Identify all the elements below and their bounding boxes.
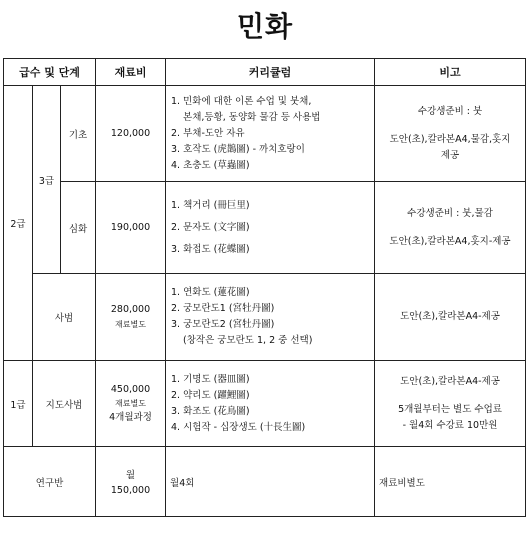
fee-instructor-amount: 450,000: [110, 384, 151, 395]
curriculum-item: 1. 책거리 (冊巨里): [171, 199, 250, 211]
curriculum-item: 2. 부채-도안 자유: [171, 127, 245, 139]
research-label: 연구반: [4, 447, 96, 517]
curriculum-item: 2. 문자도 (文字圖): [171, 221, 250, 233]
curriculum-basic: [166, 86, 375, 182]
curriculum-advanced: [166, 182, 375, 274]
curriculum-item: (창작은 궁모란도 1, 2 중 선택): [183, 335, 313, 346]
header-fee: 재료비: [96, 59, 166, 86]
remark-line: 도안(초),칼라본A4,물감,홋지: [389, 133, 511, 145]
remark-line: 도안(초),칼라본A4-제공: [400, 311, 500, 322]
header-remarks: 비고: [375, 59, 526, 86]
fee-research-amount: 150,000: [110, 485, 151, 496]
curriculum-item: 3. 호작도 (虎鵲圖) - 까치호랑이: [171, 143, 305, 155]
stage-master: 사범: [33, 274, 96, 361]
curriculum-research: 월4회: [166, 447, 375, 517]
remarks-research: 재료비별도: [375, 447, 526, 517]
curriculum-item: 본채,등황, 동양화 물감 등 사용법: [183, 111, 321, 123]
row-basic: [4, 86, 526, 182]
stage-advanced: 심화: [61, 182, 96, 274]
remark-line: 수강생준비 : 붓,물감: [407, 207, 493, 219]
remarks-advanced: [375, 182, 526, 274]
grade-1-label: 1급: [4, 361, 33, 447]
curriculum-item: 3. 궁모란도2 (宮牡丹圖): [171, 319, 275, 330]
header-row: [4, 59, 526, 86]
curriculum-instructor: [166, 361, 375, 447]
curriculum-item: 3. 화접도 (花蝶圖): [171, 243, 250, 255]
curriculum-item: 1. 연화도 (蓮花圖): [171, 287, 250, 298]
fee-advanced: 190,000: [96, 182, 166, 274]
fee-instructor: [96, 361, 166, 447]
fee-instructor-note: 재료별도: [115, 399, 146, 408]
fee-basic: 120,000: [96, 86, 166, 182]
stage-instructor: 지도사범: [33, 361, 96, 447]
page-title: 민화: [236, 10, 294, 43]
fee-research-unit: 월: [125, 470, 136, 481]
fee-master: [96, 274, 166, 361]
grade-3-label: 3급: [33, 86, 61, 274]
remarks-master: [375, 274, 526, 361]
fee-research: [96, 447, 166, 517]
row-master: [4, 274, 526, 361]
remark-line: 제공: [440, 149, 460, 161]
row-advanced: [4, 182, 526, 274]
curriculum-item: 3. 화조도 (花鳥圖): [171, 405, 250, 417]
curriculum-item: 2. 약리도 (躍鯉圖): [171, 389, 250, 401]
remark-line: 수강생준비 : 붓: [417, 105, 483, 117]
fee-instructor-period: 4개월과정: [109, 412, 152, 423]
curriculum-master: [166, 274, 375, 361]
remarks-instructor: [375, 361, 526, 447]
curriculum-table: [3, 58, 526, 517]
stage-basic: 기초: [61, 86, 96, 182]
grade-2-label: 2급: [4, 86, 33, 361]
curriculum-item: 4. 시험작 - 십장생도 (十長生圖): [171, 421, 306, 433]
fee-master-amount: 280,000: [110, 304, 151, 315]
remarks-basic: [375, 86, 526, 182]
fee-master-note: 재료별도: [115, 320, 146, 329]
remark-line: - 월4회 수강료 10만원: [402, 419, 498, 431]
row-instructor: [4, 361, 526, 447]
remark-line: 5개월부터는 별도 수업료: [398, 403, 502, 415]
curriculum-item: 2. 궁모란도1 (宮牡丹圖): [171, 303, 275, 314]
remark-line: 도안(초),칼라본A4,홋지-제공: [389, 235, 511, 247]
curriculum-item: 4. 초충도 (草蟲圖): [171, 159, 250, 171]
remark-line: 도안(초),칼라본A4-제공: [400, 375, 500, 387]
curriculum-item: 1. 민화에 대한 이론 수업 및 붓채,: [171, 95, 312, 107]
row-research: [4, 447, 526, 517]
header-curriculum: 커리큘럼: [166, 59, 375, 86]
curriculum-item: 1. 기명도 (器皿圖): [171, 373, 250, 385]
header-level: 급수 및 단계: [4, 59, 96, 86]
